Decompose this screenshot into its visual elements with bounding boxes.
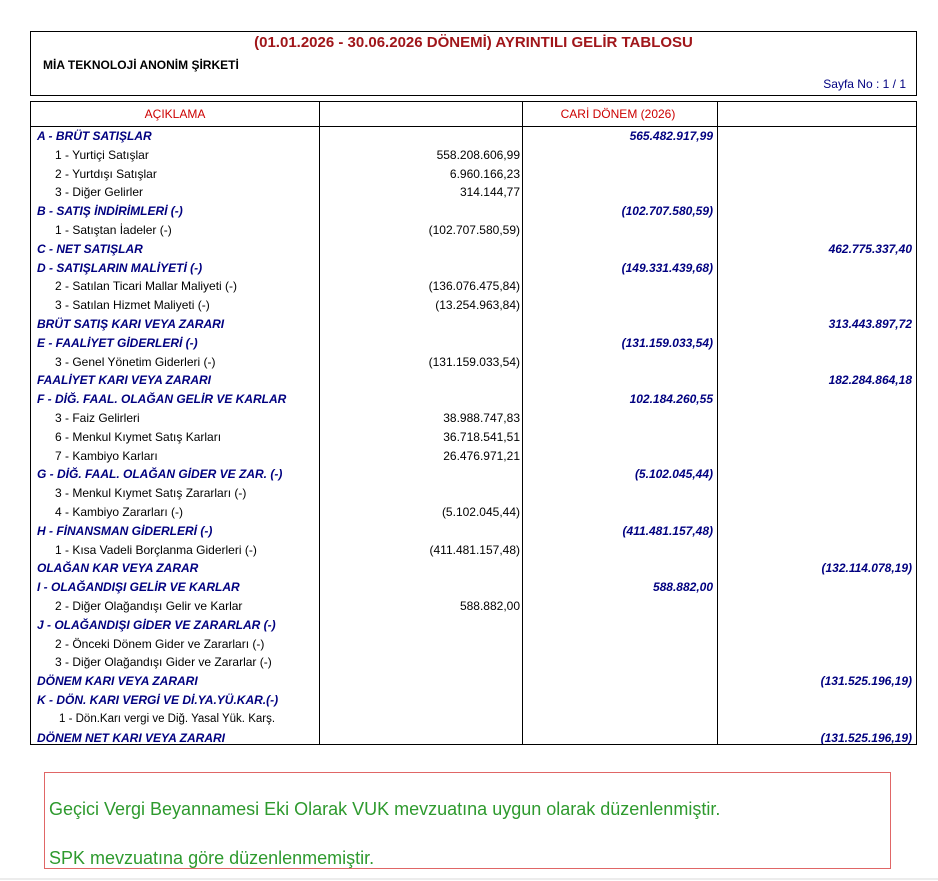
note-vuk: Geçici Vergi Beyannamesi Eki Olarak VUK mevzuatına uygun olarak düzenlenmiştir. xyxy=(49,799,721,819)
row-label: 2 - Satılan Ticari Mallar Maliyeti (-) xyxy=(55,279,238,294)
table-row xyxy=(31,296,916,315)
page-number: Sayfa No : 1 / 1 xyxy=(823,77,906,91)
row-label: 7 - Kambiyo Karları xyxy=(55,448,158,463)
table-row xyxy=(31,165,916,184)
table-row xyxy=(31,691,916,710)
row-value-c4: (131.525.196,19) xyxy=(820,674,912,689)
row-label: A - BRÜT SATIŞLAR xyxy=(37,129,152,143)
table-row xyxy=(31,390,916,409)
row-label: 2 - Yurtdışı Satışlar xyxy=(55,166,157,181)
table-row xyxy=(31,503,916,522)
row-label: DÖNEM KARI VEYA ZARARI xyxy=(37,674,198,689)
table-row xyxy=(31,653,916,672)
row-label: FAALİYET KARI VEYA ZARARI xyxy=(37,373,212,388)
report-title: (01.01.2026 - 30.06.2026 DÖNEMİ) AYRINTILI GELİR TABLOSU xyxy=(254,34,693,51)
row-label: D - SATIŞLARIN MALİYETİ (-) xyxy=(37,260,203,275)
table-row xyxy=(31,559,916,578)
company-name: MİA TEKNOLOJİ ANONİM ŞİRKETİ xyxy=(43,58,239,72)
table-row xyxy=(31,522,916,541)
row-value-c2: (102.707.580,59) xyxy=(428,222,520,237)
table-row xyxy=(31,635,916,654)
row-value-c4: 313.443.897,72 xyxy=(828,316,912,331)
column-header-description: AÇIKLAMA xyxy=(144,107,206,121)
row-value-c3: (5.102.045,44) xyxy=(634,467,713,482)
table-row xyxy=(31,578,916,597)
table-row xyxy=(31,315,916,334)
table-row xyxy=(31,334,916,353)
table-row xyxy=(31,484,916,503)
table-row xyxy=(31,597,916,616)
row-label: B - SATIŞ İNDİRİMLERİ (-) xyxy=(37,204,183,219)
row-value-c2: (411.481.157,48) xyxy=(429,542,520,557)
row-value-c2: 6.960.166,23 xyxy=(449,166,520,181)
row-value-c4: 182.284.864,18 xyxy=(828,373,912,388)
note-spk: SPK mevzuatına göre düzenlenmemiştir. xyxy=(49,848,375,868)
table-row xyxy=(31,259,916,278)
row-value-c3: 588.882,00 xyxy=(652,580,713,595)
row-value-c2: 314.144,77 xyxy=(459,185,520,200)
column-header-current-period: CARİ DÖNEM (2026) xyxy=(560,107,676,121)
row-label: C - NET SATIŞLAR xyxy=(37,241,143,256)
table-row xyxy=(31,127,916,146)
row-label: 3 - Genel Yönetim Giderleri (-) xyxy=(55,354,216,369)
row-label: F - DİĞ. FAAL. OLAĞAN GELİR VE KARLAR xyxy=(37,392,287,407)
row-value-c3: (131.159.033,54) xyxy=(621,335,713,350)
row-value-c2: 36.718.541,51 xyxy=(443,429,520,444)
table-row xyxy=(31,729,916,748)
table-body xyxy=(31,127,916,747)
table-row xyxy=(31,183,916,202)
row-label: 1 - Dön.Karı vergi ve Diğ. Yasal Yük. Karş. xyxy=(59,712,276,725)
row-label: I - OLAĞANDIŞI GELİR VE KARLAR xyxy=(37,580,240,595)
row-label: 3 - Menkul Kıymet Satış Zararları (-) xyxy=(55,486,247,501)
table-row xyxy=(31,146,916,165)
table-row xyxy=(31,428,916,447)
row-value-c4: (132.114.078,19) xyxy=(821,561,912,576)
row-label: 2 - Önceki Dönem Gider ve Zararları (-) xyxy=(55,636,265,651)
row-value-c2: (5.102.045,44) xyxy=(441,504,520,519)
row-label: 1 - Satıştan İadeler (-) xyxy=(55,222,172,237)
row-label: 4 - Kambiyo Zararları (-) xyxy=(55,504,184,519)
row-label: 3 - Satılan Hizmet Maliyeti (-) xyxy=(55,298,210,313)
row-label: 3 - Faiz Gelirleri xyxy=(55,410,140,425)
row-label: G - DİĞ. FAAL. OLAĞAN GİDER VE ZAR. (-) xyxy=(37,467,283,482)
table-row xyxy=(31,202,916,221)
row-label: J - OLAĞANDIŞI GİDER VE ZARARLAR (-) xyxy=(37,617,276,632)
row-value-c4: 462.775.337,40 xyxy=(828,241,912,256)
row-value-c2: 558.208.606,99 xyxy=(436,147,520,162)
table-row xyxy=(31,672,916,691)
page-bottom-border xyxy=(0,878,938,880)
table-row xyxy=(31,240,916,259)
table-row xyxy=(31,277,916,296)
row-label: BRÜT SATIŞ KARI VEYA ZARARI xyxy=(37,316,225,331)
table-row xyxy=(31,447,916,466)
row-label: OLAĞAN KAR VEYA ZARAR xyxy=(37,561,199,576)
row-label: 3 - Diğer Gelirler xyxy=(55,185,144,200)
row-value-c2: 588.882,00 xyxy=(459,598,520,613)
row-label: H - FİNANSMAN GİDERLERİ (-) xyxy=(37,523,213,538)
row-label: 1 - Yurtiçi Satışlar xyxy=(55,147,149,162)
row-label: 2 - Diğer Olağandışı Gelir ve Karlar xyxy=(55,598,243,613)
row-label: E - FAALİYET GİDERLERİ (-) xyxy=(37,335,198,350)
row-label: 6 - Menkul Kıymet Satış Karları xyxy=(55,429,222,444)
row-value-c2: (13.254.963,84) xyxy=(435,298,520,313)
notes-box xyxy=(44,772,891,869)
row-value-c3: (102.707.580,59) xyxy=(621,204,713,219)
table-row xyxy=(31,710,916,729)
row-value-c4: (131.525.196,19) xyxy=(820,730,912,745)
report-header xyxy=(30,31,917,96)
row-value-c2: (131.159.033,54) xyxy=(428,354,520,369)
table-row xyxy=(31,616,916,635)
row-value-c3: (149.331.439,68) xyxy=(621,260,713,275)
table-row xyxy=(31,541,916,560)
row-label: 1 - Kısa Vadeli Borçlanma Giderleri (-) xyxy=(55,542,257,557)
row-label: DÖNEM NET KARI VEYA ZARARI xyxy=(37,730,226,745)
row-label: 3 - Diğer Olağandışı Gider ve Zararlar (-) xyxy=(55,655,272,670)
income-statement-table xyxy=(30,101,917,745)
table-row xyxy=(31,465,916,484)
row-value-c3: 565.482.917,99 xyxy=(629,129,713,143)
row-label: K - DÖN. KARI VERGİ VE Dİ.YA.YÜ.KAR.(-) xyxy=(37,692,279,707)
row-value-c2: 38.988.747,83 xyxy=(443,410,520,425)
row-value-c2: 26.476.971,21 xyxy=(443,448,520,463)
table-row xyxy=(31,353,916,372)
table-row xyxy=(31,371,916,390)
table-row xyxy=(31,409,916,428)
row-value-c3: 102.184.260,55 xyxy=(629,392,713,407)
row-value-c2: (136.076.475,84) xyxy=(428,279,520,294)
row-value-c3: (411.481.157,48) xyxy=(622,523,713,538)
table-row xyxy=(31,221,916,240)
